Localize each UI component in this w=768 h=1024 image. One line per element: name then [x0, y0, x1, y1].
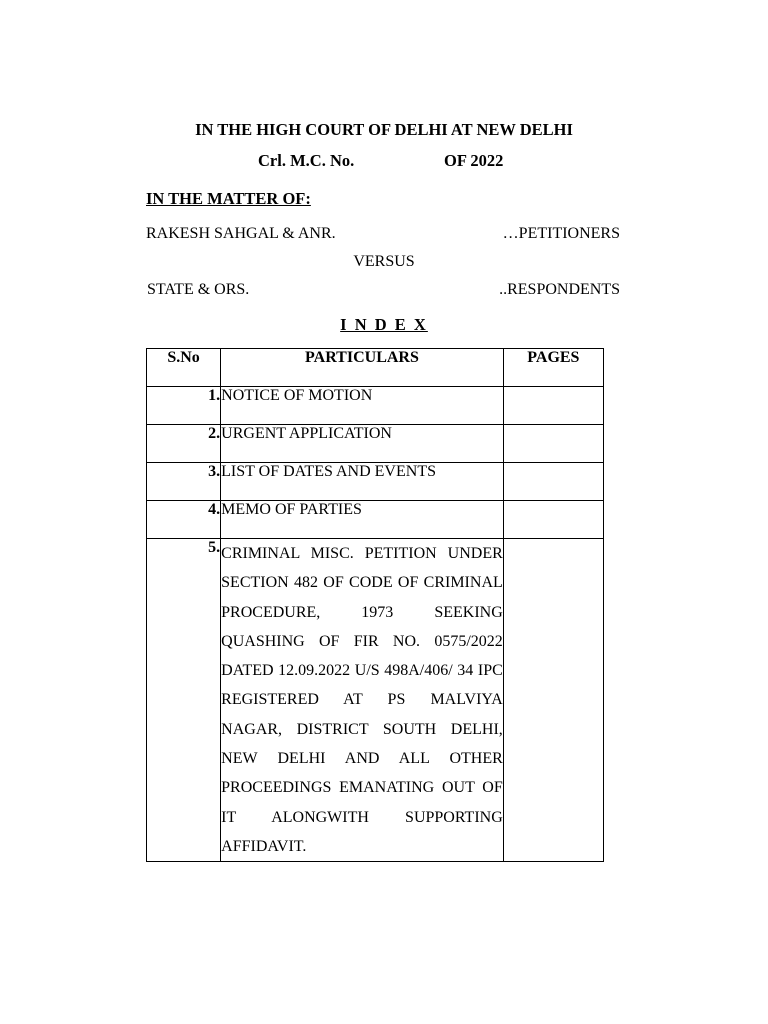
table-row [147, 425, 604, 463]
petitioner-name: RAKESH SAHGAL & ANR. [146, 225, 336, 242]
row-particulars: CRIMINAL MISC. PETITION UNDER SECTION 482 OF CODE OF CRIMINAL PROCEDURE, 1973 SEEKING QUASHING OF FIR NO. 0575/2022 DATED 12.09.2022 U/S 498A/406/ 34 IPC REGISTERED AT PS MALVIYA NAGAR, DISTRICT SOUTH DELHI, NEW DELHI AND ALL OTHER PROCEEDINGS EMANATING OUT OF IT ALONGWITH SUPPORTING AFFIDAVIT. [221, 539, 504, 862]
row-pages [503, 539, 603, 862]
row-particulars: MEMO OF PARTIES [221, 501, 504, 539]
matter-heading: IN THE MATTER OF: [146, 189, 311, 208]
respondent-label: ..RESPONDENTS [499, 281, 620, 298]
table-row [147, 501, 604, 539]
column-header-particulars: PARTICULARS [221, 349, 504, 387]
row-pages [503, 501, 603, 539]
table-row [147, 539, 604, 862]
case-number-label: Crl. M.C. No. [258, 151, 355, 170]
row-pages [503, 463, 603, 501]
index-header-row [147, 349, 604, 387]
row-particulars: URGENT APPLICATION [221, 425, 504, 463]
row-particulars: NOTICE OF MOTION [221, 387, 504, 425]
row-sno: 3. [147, 463, 221, 501]
row-sno: 5. [147, 539, 221, 862]
row-sno: 1. [147, 387, 221, 425]
column-header-pages: PAGES [503, 349, 603, 387]
row-sno: 2. [147, 425, 221, 463]
versus-label: VERSUS [353, 253, 415, 270]
row-pages [503, 387, 603, 425]
column-header-sno: S.No [147, 349, 221, 387]
table-row [147, 463, 604, 501]
row-sno: 4. [147, 501, 221, 539]
row-pages [503, 425, 603, 463]
court-title: IN THE HIGH COURT OF DELHI AT NEW DELHI [195, 120, 573, 139]
index-heading: I N D E X [340, 315, 428, 334]
case-number-year: OF 2022 [444, 151, 504, 170]
table-row [147, 387, 604, 425]
respondent-name: STATE & ORS. [147, 281, 250, 298]
index-table [146, 348, 604, 862]
row-particulars: LIST OF DATES AND EVENTS [221, 463, 504, 501]
petitioner-label: …PETITIONERS [502, 225, 620, 242]
